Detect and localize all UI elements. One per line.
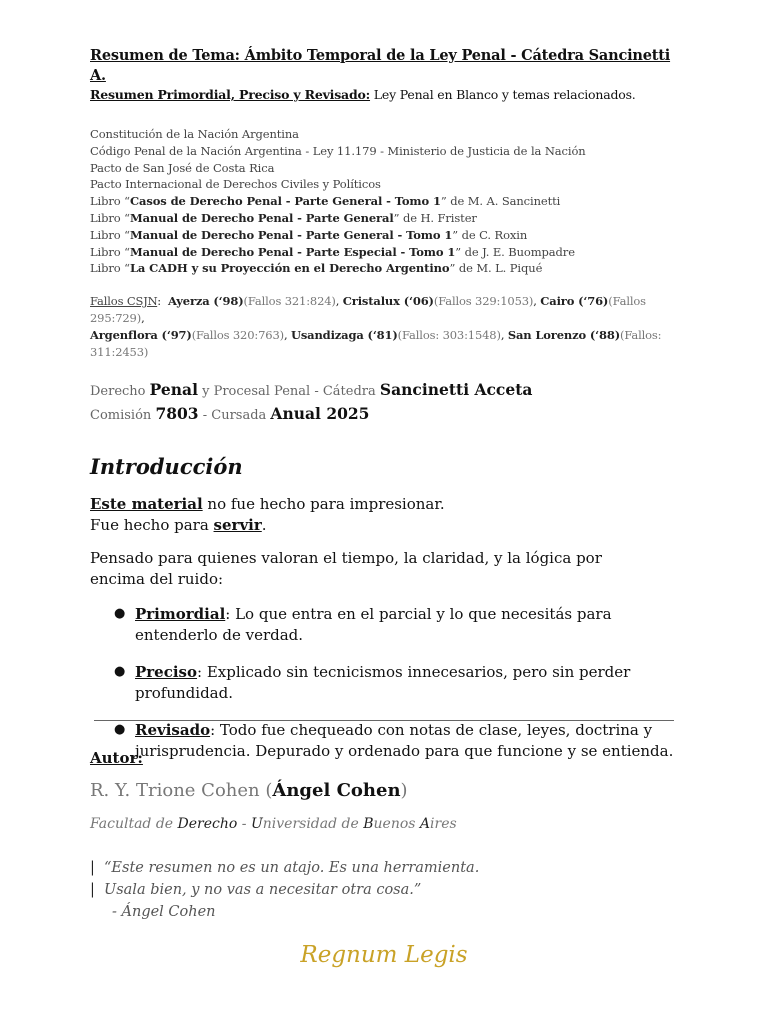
quote-line: “Este resumen no es un atajo. Es una herramienta. [104,860,480,876]
author-name-pre: R. Y. Trione Cohen ( [90,780,273,801]
case-name: San Lorenzo (‘88) [507,328,620,343]
book-item [90,210,690,227]
bullet-icon: ● [114,722,126,738]
book-title: La CADH y su Proyección en el Derecho Argentino [129,261,450,276]
intro-heading: Introducción [90,454,243,480]
book-item [90,193,690,210]
feature-term: Revisado [135,721,211,740]
book-author: ” de J. E. Buompadre [455,244,575,259]
course-procesal: y Procesal Penal - Cátedra [202,384,376,400]
commission-line [90,403,690,427]
commission-number: 7803 [155,404,199,424]
intro-line1-u: Este material [90,495,203,514]
case-name: Argenflora (‘97) [90,328,192,343]
course-penal: Penal [149,380,198,400]
faculty-part: Derecho [177,816,238,832]
intro-lines [90,494,690,536]
case-name: Ayerza (‘98) [167,294,244,309]
quote-line: Usala bien, y no vas a necesitar otra cosa.” [104,882,422,898]
feature-term: Preciso [135,663,198,682]
faculty-part: ires [430,816,457,832]
document-page [90,46,690,778]
course-derecho: Derecho [90,384,146,400]
author-faculty [90,814,457,834]
cursada-label: - Cursada [202,408,267,424]
book-prefix: Libro “ [90,227,130,242]
intro-line2-pre: Fue hecho para [90,516,214,535]
book-title: Casos de Derecho Penal - Parte General - Tomo 1 [129,194,441,209]
intro-line2-u: servir [213,516,262,535]
list-item [90,720,677,761]
course-line [90,379,690,403]
commission-label: Comisión [90,408,152,424]
author-quote [90,857,479,923]
intro-line1-rest: no fue hecho para impresionar. [202,495,445,514]
case-name: Usandizaga (‘81) [290,328,398,343]
case-name: Cristalux (‘06) [342,294,434,309]
book-item [90,260,690,277]
subtitle-label: Resumen Primordial, Preciso y Revisado: [90,87,371,102]
fallos-list: Fallos CSJN: Ayerza (‘98)(Fallos 321:824), Cristalux (‘06)(Fallos 329:1053), Cairo (‘76)(Fallos 295:729), Argenflora (‘97)(Fallos 320:763), Usandizaga (‘81)(Fallos: 303:1548), San Lorenzo (‘88)(Fallos: 311:2453) [90,294,662,360]
faculty-part: - [237,816,251,832]
book-prefix: Libro “ [90,261,130,276]
author-name-bold: Ángel Cohen [272,780,401,801]
list-item [90,662,677,703]
case-name: Cairo (‘76) [540,294,609,309]
cursada-value: Anual 2025 [270,404,370,424]
intro-paragraph: Pensado para quienes valoran el tiempo, la claridad, y la lógica por encima del ruido: [90,549,602,589]
source-item: Pacto de San José de Costa Rica [90,160,275,175]
bullet-icon: ● [114,664,126,680]
subtitle-rest: Ley Penal en Blanco y temas relacionados. [370,87,636,102]
case-cite: (Fallos 321:824) [243,294,336,309]
quote-bar: | [90,860,95,876]
features-list [90,604,690,761]
fallos-label: Fallos CSJN [90,294,158,309]
quote-signature: - Ángel Cohen [112,904,216,920]
book-prefix: Libro “ [90,194,130,209]
author-label: Autor: [90,749,143,767]
source-item: Constitución de la Nación Argentina [90,127,299,141]
divider [94,720,674,721]
book-title: Manual de Derecho Penal - Parte Especial - Tomo 1 [129,244,456,259]
quote-bar: | [90,882,95,898]
faculty-part: B [363,816,374,832]
feature-term: Primordial [135,605,226,624]
feature-text: : Explicado sin tecnicismos innecesarios, pero sin perder profundidad. [135,663,631,702]
feature-text: : Lo que entra en el parcial y lo que necesitás para entenderlo de verdad. [135,605,612,644]
book-item [90,227,690,244]
book-author: ” de C. Roxin [452,227,528,242]
book-author: ” de H. Frister [393,210,477,225]
author-name [90,779,408,803]
brand-name: Regnum Legis [300,942,468,968]
case-cite: (Fallos 320:763) [191,328,284,343]
list-item [90,604,677,645]
bullet-icon: ● [114,606,126,622]
case-cite: (Fallos: 303:1548) [397,328,501,343]
book-item [90,244,690,261]
book-title: Manual de Derecho Penal - Parte General - Tomo 1 [129,227,453,242]
sources-list [90,126,690,277]
source-item: Pacto Internacional de Derechos Civiles y Políticos [90,177,381,192]
faculty-part: niversidad de [262,816,364,832]
case-cite: (Fallos 329:1053) [433,294,534,309]
book-author: ” de M. A. Sancinetti [440,194,561,209]
course-catedra: Sancinetti Acceta [379,380,533,400]
faculty-part: uenos [373,816,420,832]
faculty-part: A [419,816,431,832]
faculty-part: Facultad de [90,816,178,832]
document-subtitle [90,86,690,104]
case-cite: (Fallos: 311:2453) [90,328,662,360]
feature-text: : Todo fue chequeado con notas de clase, leyes, doctrina y jurisprudencia. Depurado y ordenado para que funcione y se entienda. [135,721,674,760]
author-name-post: ) [400,780,408,801]
course-info [90,379,690,427]
intro-line2-end: . [261,516,267,535]
faculty-part: U [250,816,263,832]
book-author: ” de M. L. Piqué [449,261,543,276]
case-cite: (Fallos 295:729) [90,294,646,326]
source-item: Código Penal de la Nación Argentina - Ley 11.179 - Ministerio de Justicia de la Nación [90,143,586,158]
book-title: Manual de Derecho Penal - Parte General [129,210,394,225]
document-title: Resumen de Tema: Ámbito Temporal de la Ley Penal - Cátedra Sancinetti A. [90,47,671,84]
book-prefix: Libro “ [90,210,130,225]
book-prefix: Libro “ [90,244,130,259]
